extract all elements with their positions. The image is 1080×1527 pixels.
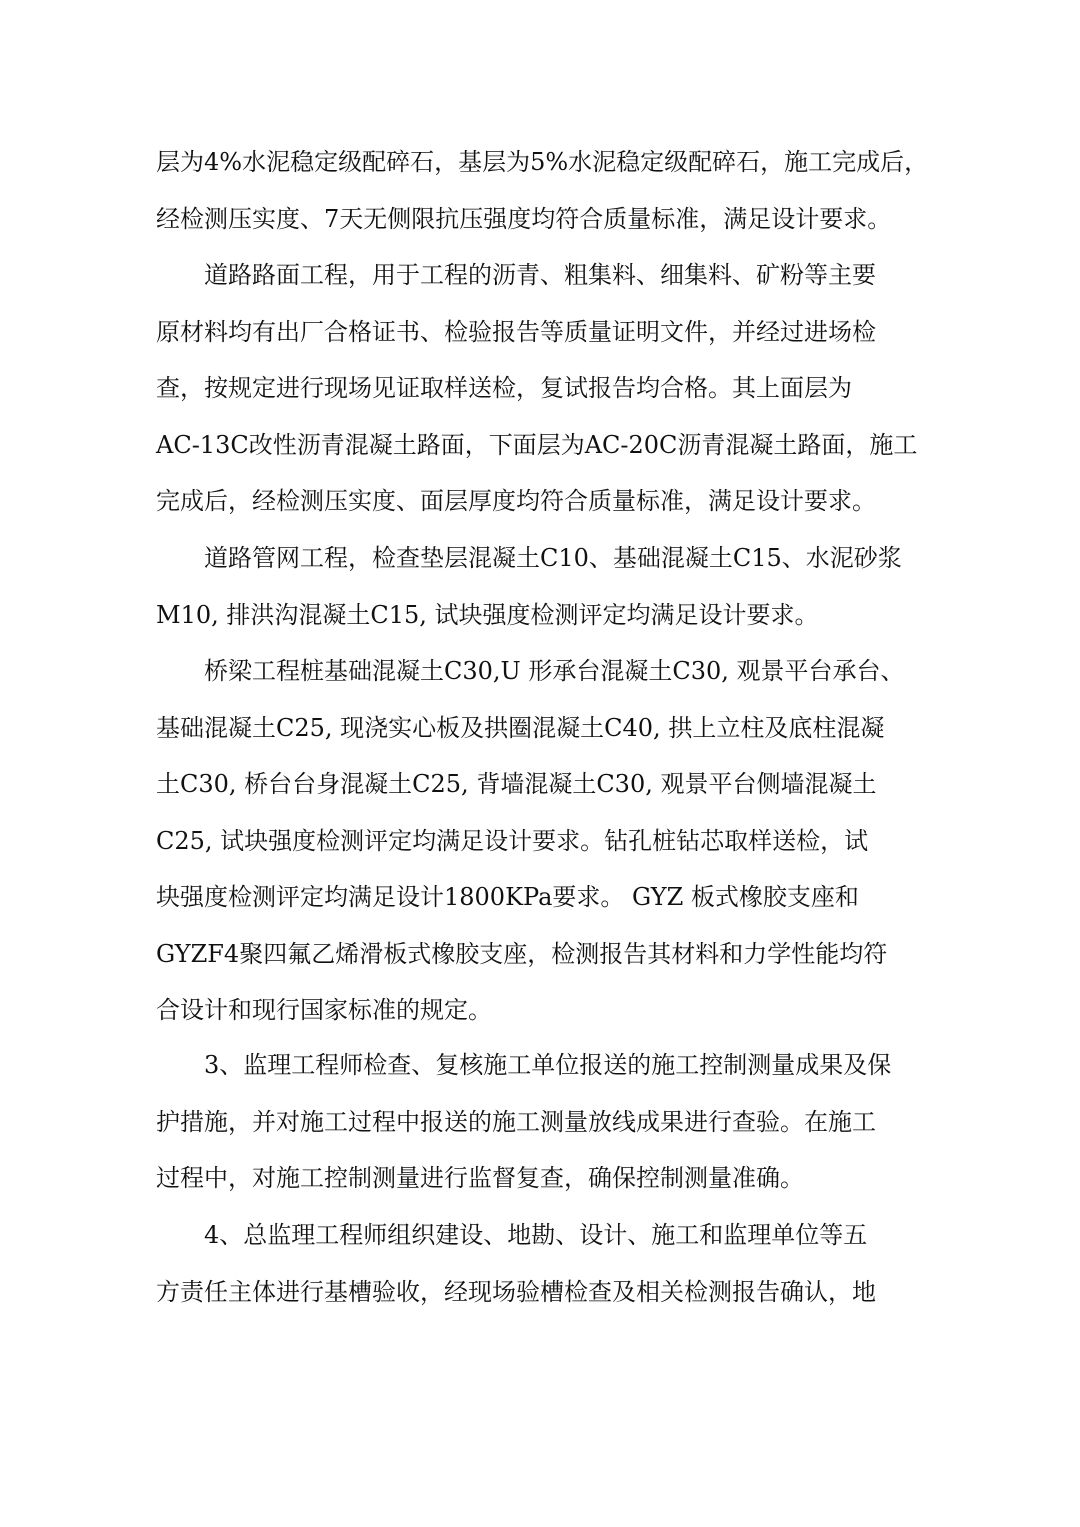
text-line: 合设计和现行国家标准的规定。: [156, 996, 492, 1024]
paragraph-road-surface: [156, 247, 936, 530]
text-line: 道路管网工程，检查垫层混凝土C10、基础混凝土C15、水泥砂浆: [204, 544, 902, 572]
text-line: 经检测压实度、7天无侧限抗压强度均符合质量标准，满足设计要求。: [156, 204, 892, 233]
text-line: 完成后，经检测压实度、面层厚度均符合质量标准，满足设计要求。: [156, 487, 876, 515]
text-line: 过程中，对施工控制测量进行监督复查，确保控制测量准确。: [156, 1164, 804, 1192]
paragraph-bridge-engineering: [156, 643, 936, 1039]
text-line: 方责任主体进行基槽验收，经现场验槽检查及相关检测报告确认，地: [156, 1277, 876, 1306]
text-line: M10, 排洪沟混凝土C15, 试块强度检测评定均满足设计要求。: [156, 600, 819, 629]
text-line: 3、监理工程师检查、复核施工单位报送的施工控制测量成果及保: [204, 1051, 892, 1079]
paragraph-foundation-acceptance: [156, 1207, 936, 1320]
text-line: C25, 试块强度检测评定均满足设计要求。钻孔桩钻芯取样送检，试: [156, 826, 869, 855]
text-line: 护措施，并对施工过程中报送的施工测量放线成果进行查验。在施工: [156, 1107, 876, 1136]
text-line: 块强度检测评定均满足设计1800KPa要求。 GYZ 板式橡胶支座和: [156, 883, 859, 911]
paragraph-base-layer: [156, 134, 936, 247]
paragraph-pipe-network: [156, 530, 936, 643]
text-line: GYZF4聚四氟乙烯滑板式橡胶支座，检测报告其材料和力学性能均符: [156, 939, 888, 968]
text-line: AC-13C改性沥青混凝土路面，下面层为AC-20C沥青混凝土路面，施工: [156, 430, 918, 459]
text-line: 层为4%水泥稳定级配碎石，基层为5%水泥稳定级配碎石，施工完成后，: [156, 148, 929, 176]
text-line: 4、总监理工程师组织建设、地勘、设计、施工和监理单位等五: [204, 1221, 868, 1249]
text-line: 桥梁工程桩基础混凝土C30,U 形承台混凝土C30, 观景平台承台、: [204, 657, 905, 685]
paragraph-survey-control: [156, 1037, 936, 1207]
text-line: 土C30, 桥台台身混凝土C25, 背墙混凝土C30, 观景平台侧墙混凝土: [156, 770, 877, 798]
text-line: 原材料均有出厂合格证书、检验报告等质量证明文件，并经过进场检: [156, 317, 876, 346]
text-line: 道路路面工程，用于工程的沥青、粗集料、细集料、矿粉等主要: [204, 261, 876, 289]
text-line: 查，按规定进行现场见证取样送检，复试报告均合格。其上面层为: [156, 374, 852, 402]
text-line: 基础混凝土C25, 现浇实心板及拱圈混凝土C40, 拱上立柱及底柱混凝: [156, 713, 885, 742]
